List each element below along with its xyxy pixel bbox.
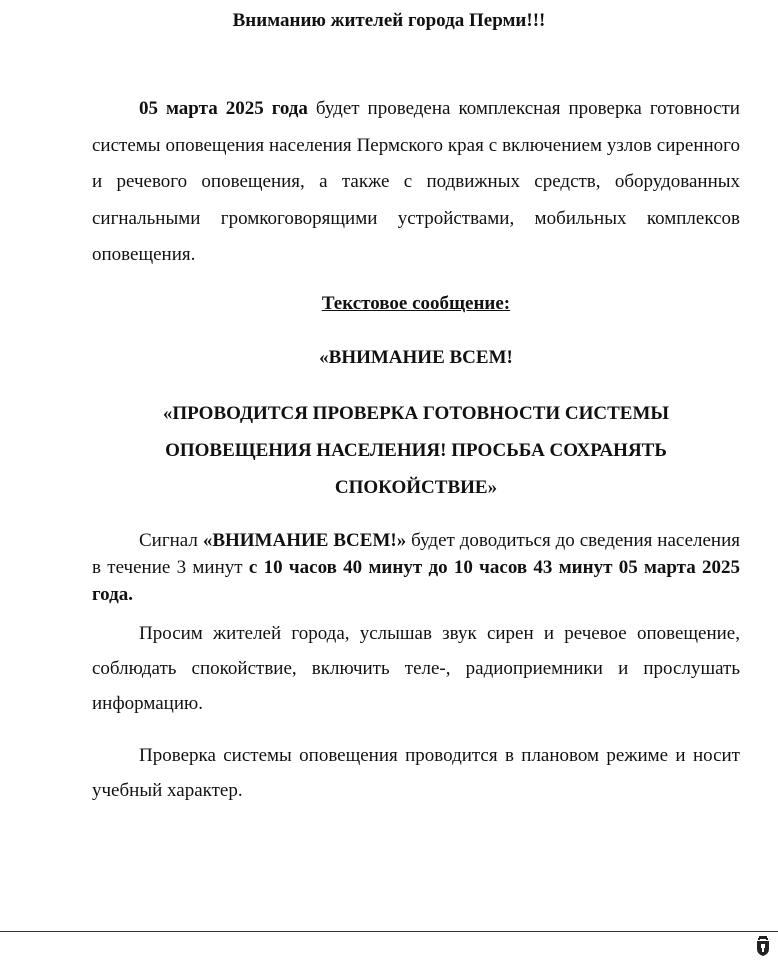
footer-divider	[0, 931, 778, 932]
check-paragraph: Проверка системы оповещения проводится в плановом режиме и носит учебный характер.	[92, 745, 740, 801]
signal-prefix: Сигнал	[139, 530, 203, 551]
text-message-subheading: Текстовое сообщение:	[321, 293, 511, 314]
request-paragraph: Просим жителей города, услышав звук сирен и речевое оповещение, соблюдать спокойствие, включить теле-, радиоприемники и прослушать информацию.	[92, 623, 740, 714]
attention-line: «ВНИМАНИЕ ВСЕМ!	[319, 347, 513, 368]
intro-paragraph	[92, 91, 740, 274]
intro-date: 05 марта 2025 года	[139, 98, 308, 119]
signal-time-range: с 10 часов 40 минут до 10 часов 43 минут 05 марта 2025 года.	[92, 557, 741, 605]
signal-paragraph	[92, 527, 740, 608]
announcement-text: «ПРОВОДИТСЯ ПРОВЕРКА ГОТОВНОСТИ СИСТЕМЫ ОПОВЕЩЕНИЯ НАСЕЛЕНИЯ! ПРОСЬБА СОХРАНЯТЬ СПОКОЙСТВИЕ»	[162, 403, 670, 498]
coat-of-arms-icon	[756, 936, 770, 956]
signal-name: «ВНИМАНИЕ ВСЕМ!»	[202, 530, 407, 551]
signal-middle: будет доводиться до сведения населения в течение 3 минут	[92, 530, 740, 578]
document-heading: Вниманию жителей города Перми!!!	[232, 10, 546, 31]
intro-text: будет проведена комплексная проверка готовности системы оповещения населения Пермского края с включением узлов сиренного и речевого оповещения, а также с подвижных средств, оборудованных сигнальными громкоговорящими устройствами, мобильных комплексов оповещения.	[92, 98, 740, 265]
